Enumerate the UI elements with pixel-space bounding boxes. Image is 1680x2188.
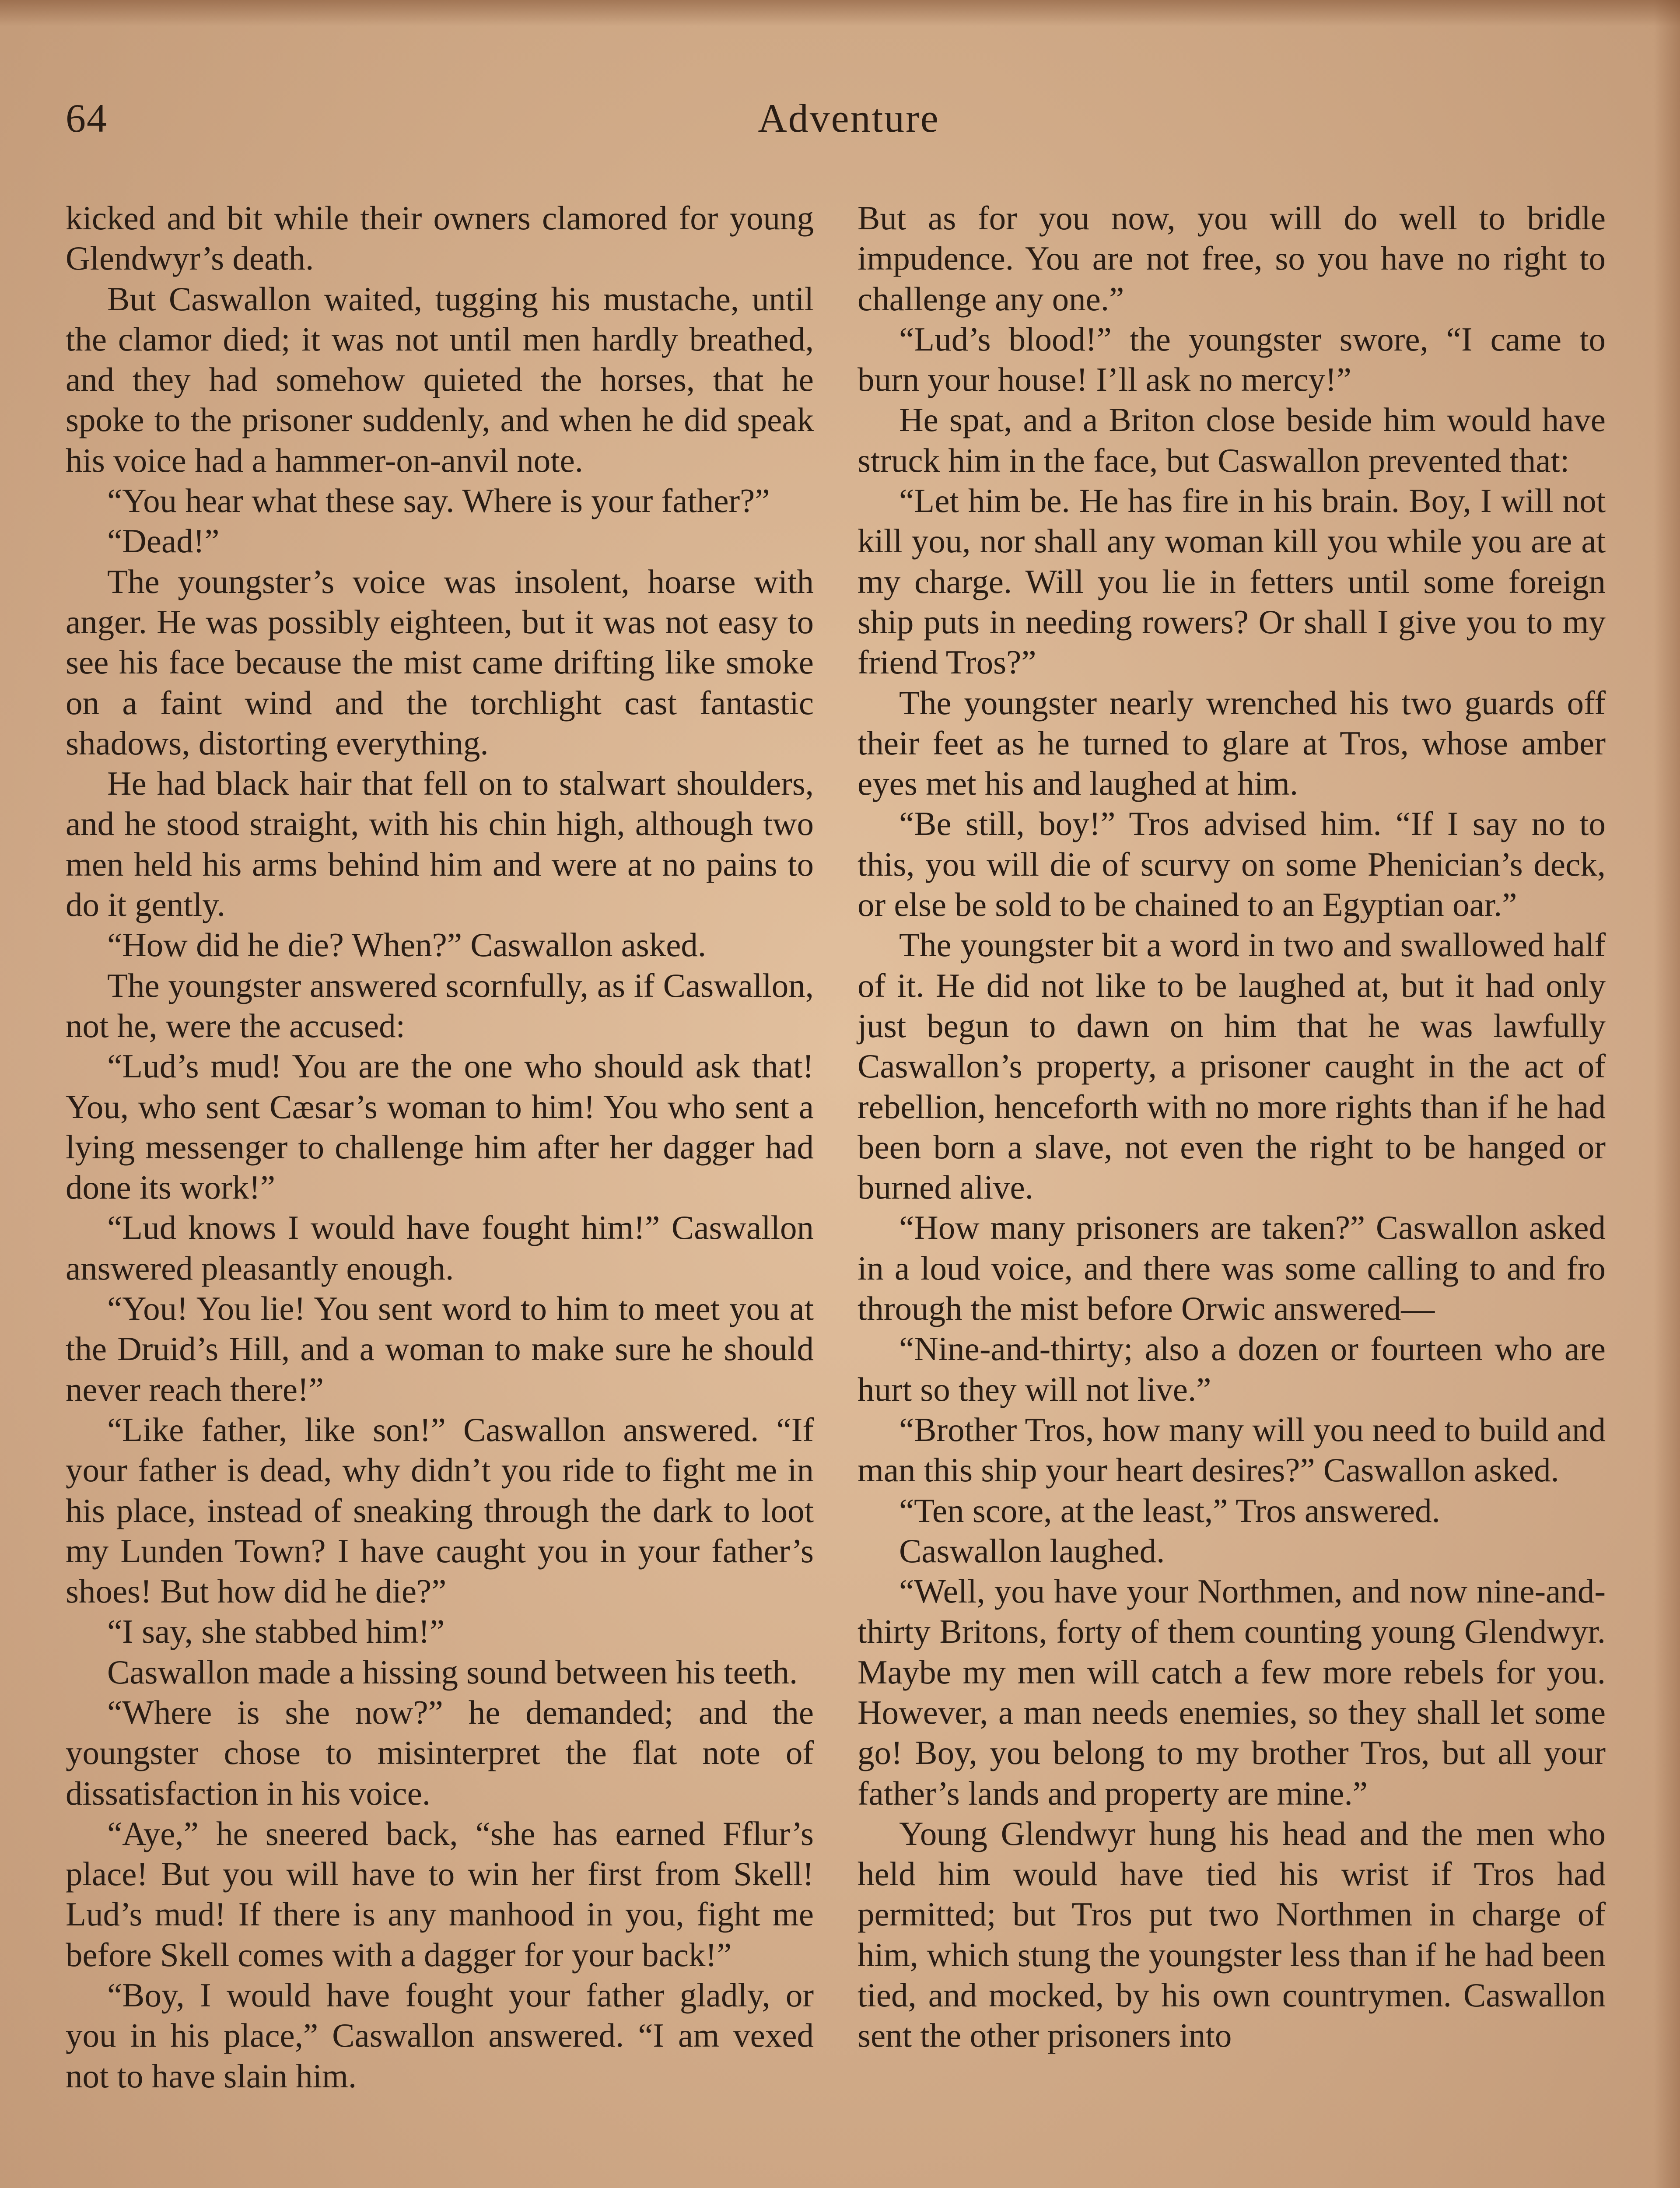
paragraph: “Brother Tros, how many will you need to build and man this ship your heart desires?” Caswallon asked. (858, 1410, 1606, 1489)
paragraph: “How did he die? When?” Caswallon asked. (107, 926, 707, 964)
paragraph: “Boy, I would have fought your father gladly, or you in his place,” Caswallon answered. “I am vexed not to have slain him. (66, 1976, 814, 2095)
text-column-left (66, 198, 814, 2096)
paragraph: He had black hair that fell on to stalwart shoulders, and he stood straight, with his chin high, although two men held his arms behind him and were at no pains to do it gently. (66, 764, 814, 924)
paragraph: The youngster bit a word in two and swallowed half of it. He did not like to be laughed at, but it had only just begun to dawn on him that he was lawfully Caswallon’s property, a prisoner caught in the act of rebellion, henceforth with no more rights than if he had been born a slave, not even the right to be hanged or burned alive. (858, 926, 1606, 1206)
paragraph: He spat, and a Briton close beside him would have struck him in the face, but Caswallon prevented that: (858, 401, 1606, 479)
page-header (66, 94, 1632, 147)
paragraph: “Well, you have your Northmen, and now nine-and-thirty Britons, forty of them counting young Glendwyr. Maybe my men will catch a few more rebels for you. However, a man needs enemies, so they shall let some go! Boy, you belong to my brother Tros, but all your father’s lands and property are mine.” (858, 1572, 1606, 1812)
paragraph: “Ten score, at the least,” Tros answered. (899, 1491, 1440, 1529)
paragraph: “Where is she now?” he demanded; and the youngster chose to misinterpret the flat note of dissatisfaction in his voice. (66, 1693, 814, 1812)
paragraph: “I say, she stabbed him!” (107, 1613, 445, 1651)
paragraph: “Lud knows I would have fought him!” Caswallon answered pleasantly enough. (66, 1209, 814, 1287)
paragraph: Young Glendwyr hung his head and the men who held him would have tied his wrist if Tros had permitted; but Tros put two Northmen in charge of him, which stung the youngster less than if he had been tied, and mocked, by his own countrymen. Caswallon sent the other prisoners into (858, 1814, 1606, 2055)
paragraph: But as for you now, you will do well to bridle impudence. You are not free, so you have no right to challenge any one.” (858, 199, 1606, 318)
running-title: Adventure (758, 96, 940, 140)
paragraph: The youngster’s voice was insolent, hoarse with anger. He was possibly eighteen, but it was not easy to see his face because the mist came drifting like smoke on a faint wind and the torchlight cast fantastic shadows, distorting everything. (66, 562, 814, 762)
paragraph: The youngster answered scornfully, as if Caswallon, not he, were the accused: (66, 966, 814, 1045)
paragraph: Caswallon made a hissing sound between his teeth. (107, 1653, 798, 1691)
paragraph: “Nine-and-thirty; also a dozen or fourteen who are hurt so they will not live.” (858, 1330, 1606, 1408)
paragraph: “Dead!” (107, 522, 220, 560)
paragraph: “Like father, like son!” Caswallon answered. “If your father is dead, why didn’t you ride to fight me in his place, instead of sneaking through the dark to loot my Lunden Town? I have caught you in your father’s shoes! But how did he die?” (66, 1410, 814, 1610)
paragraph: “Lud’s mud! You are the one who should ask that! You, who sent Cæsar’s woman to him! You who sent a lying messenger to challenge him after her dagger had done its work!” (66, 1047, 814, 1206)
page-edge-shadow-right (1654, 0, 1680, 2188)
paragraph: “How many prisoners are taken?” Caswallon asked in a loud voice, and there was some calling to and fro through the mist before Orwic answered— (858, 1209, 1606, 1328)
page-number: 64 (66, 96, 108, 140)
paragraph: “You hear what these say. Where is your father?” (107, 482, 770, 520)
paragraph: But Caswallon waited, tugging his mustache, until the clamor died; it was not until men hardly breathed, and they had somehow quieted the horses, that he spoke to the prisoner suddenly, and when he did speak his voice had a hammer-on-anvil note. (66, 280, 814, 479)
paragraph: “Be still, boy!” Tros advised him. “If I say no to this, you will die of scurvy on some Phenician’s deck, or else be sold to be chained to an Egyptian oar.” (858, 805, 1606, 924)
paragraph: “Aye,” he sneered back, “she has earned Fflur’s place! But you will have to win her first from Skell! Lud’s mud! If there is any manhood in you, fight me before Skell comes with a dagger for your back!” (66, 1814, 814, 1974)
paragraph: “Lud’s blood!” the youngster swore, “I came to burn your house! I’ll ask no mercy!” (858, 320, 1606, 399)
paragraph: Caswallon laughed. (899, 1532, 1165, 1570)
text-column-right (858, 198, 1606, 2056)
page-edge-shadow-top (0, 0, 1680, 26)
paragraph: kicked and bit while their owners clamored for young Glendwyr’s death. (66, 199, 814, 277)
paragraph: “You! You lie! You sent word to him to meet you at the Druid’s Hill, and a woman to make sure he should never reach there!” (66, 1290, 814, 1408)
paragraph: The youngster nearly wrenched his two guards off their feet as he turned to glare at Tros, whose amber eyes met his and laughed at him. (858, 684, 1606, 803)
paragraph: “Let him be. He has fire in his brain. Boy, I will not kill you, nor shall any woman kill you while you are at my charge. Will you lie in fetters until some foreign ship puts in needing rowers? Or shall I give you to my friend Tros?” (858, 482, 1606, 681)
